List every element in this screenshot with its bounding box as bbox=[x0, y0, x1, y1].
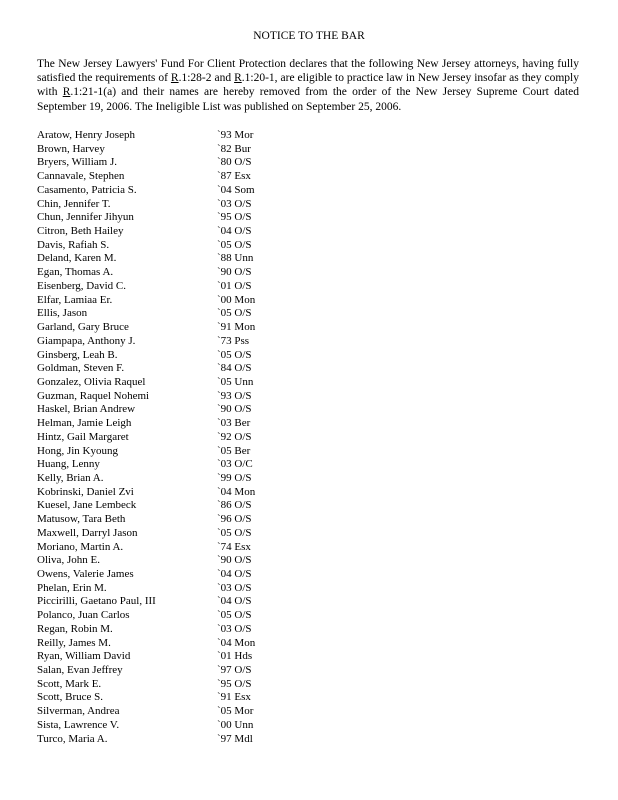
attorney-name: Deland, Karen M. bbox=[37, 252, 117, 265]
attorney-name: Moriano, Martin A. bbox=[37, 540, 124, 553]
attorney-row bbox=[37, 335, 337, 349]
attorney-row bbox=[37, 156, 337, 170]
attorney-name: Turco, Maria A. bbox=[37, 732, 108, 745]
attorney-year-county: `04 Som bbox=[217, 183, 255, 196]
attorney-year-county: `03 O/S bbox=[217, 197, 252, 210]
attorney-name: Elfar, Lamiaa Er. bbox=[37, 293, 113, 306]
attorney-name: Egan, Thomas A. bbox=[37, 266, 114, 279]
attorney-row bbox=[37, 691, 337, 705]
attorney-name: Brown, Harvey bbox=[37, 142, 105, 155]
attorney-year-county: `90 O/S bbox=[217, 403, 252, 416]
attorney-year-county: `95 O/S bbox=[217, 677, 252, 690]
attorney-year-county: `93 Mor bbox=[217, 129, 254, 141]
attorney-name: Helman, Jamie Leigh bbox=[37, 417, 132, 430]
attorney-row bbox=[37, 499, 337, 513]
attorney-year-county: `84 O/S bbox=[217, 362, 252, 375]
rule-suffix-1: .1:28-2 bbox=[178, 72, 212, 85]
attorney-name: Hintz, Gail Margaret bbox=[37, 430, 129, 443]
attorney-year-county: `96 O/S bbox=[217, 513, 252, 526]
attorney-year-county: `74 Esx bbox=[217, 540, 251, 553]
attorney-year-county: `05 O/S bbox=[217, 348, 252, 361]
attorney-year-county: `87 Esx bbox=[217, 170, 251, 183]
attorney-year-county: `05 O/S bbox=[217, 307, 252, 320]
attorney-row bbox=[37, 527, 337, 541]
attorney-year-county: `04 O/S bbox=[217, 225, 252, 238]
attorney-row bbox=[37, 719, 337, 733]
attorney-year-county: `03 O/S bbox=[217, 622, 252, 635]
attorney-name: Reilly, James M. bbox=[37, 636, 111, 649]
attorney-year-county: `01 Hds bbox=[217, 650, 253, 663]
attorney-year-county: `00 Unn bbox=[217, 718, 254, 731]
attorney-year-county: `91 Esx bbox=[217, 691, 251, 704]
attorney-name: Goldman, Steven F. bbox=[37, 362, 125, 375]
attorney-year-county: `97 O/S bbox=[217, 664, 252, 677]
attorney-name: Piccirilli, Gaetano Paul, III bbox=[37, 595, 156, 608]
attorney-row bbox=[37, 225, 337, 239]
attorney-year-county: `03 O/C bbox=[217, 458, 253, 471]
intro-text-1: The New Jersey Lawyers' Fund For Client Protection declares that the following New Jersey attorneys, having fully satisfied the requirements of bbox=[37, 58, 579, 85]
attorney-row bbox=[37, 513, 337, 527]
attorney-year-county: `99 O/S bbox=[217, 471, 252, 484]
attorney-row bbox=[37, 376, 337, 390]
attorney-row bbox=[37, 623, 337, 637]
attorney-row bbox=[37, 362, 337, 376]
attorney-name: Ginsberg, Leah B. bbox=[37, 348, 118, 361]
attorney-year-county: `05 Ber bbox=[217, 444, 251, 457]
rule-suffix-2: .1:20-1 bbox=[241, 72, 275, 85]
attorney-name: Kuesel, Jane Lembeck bbox=[37, 499, 137, 512]
attorney-year-county: `90 O/S bbox=[217, 266, 252, 279]
attorney-name: Scott, Bruce S. bbox=[37, 691, 103, 704]
attorney-name: Chin, Jennifer T. bbox=[37, 197, 111, 210]
attorney-row bbox=[37, 184, 337, 198]
attorney-row bbox=[37, 705, 337, 719]
attorney-name: Kobrinski, Daniel Zvi bbox=[37, 485, 134, 498]
attorney-row bbox=[37, 445, 337, 459]
attorney-year-county: `04 Mon bbox=[217, 485, 256, 498]
attorney-row bbox=[37, 486, 337, 500]
attorney-row bbox=[37, 280, 337, 294]
attorney-name: Phelan, Erin M. bbox=[37, 581, 107, 594]
attorney-name: Chun, Jennifer Jihyun bbox=[37, 211, 134, 224]
attorney-name: Scott, Mark E. bbox=[37, 677, 102, 690]
attorney-row bbox=[37, 403, 337, 417]
intro-text-4: and their names are hereby removed from the order of the New Jersey Supreme Court dated September 19, 2006. The Ineligible List was published on September 25, 2006. bbox=[37, 86, 580, 113]
attorney-year-county: `04 O/S bbox=[217, 568, 252, 580]
attorney-year-county: `03 Ber bbox=[217, 417, 251, 430]
attorney-name: Eisenberg, David C. bbox=[37, 279, 127, 292]
attorney-year-county: `05 Unn bbox=[217, 375, 254, 388]
attorney-row bbox=[37, 390, 337, 404]
attorney-row bbox=[37, 417, 337, 431]
attorney-list bbox=[37, 129, 337, 746]
attorney-row bbox=[37, 664, 337, 678]
attorney-row bbox=[37, 170, 337, 184]
rule-suffix-3: .1:21-1(a) bbox=[70, 86, 117, 99]
attorney-name: Regan, Robin M. bbox=[37, 622, 113, 635]
attorney-name: Sista, Lawrence V. bbox=[37, 718, 120, 731]
attorney-name: Huang, Lenny bbox=[37, 458, 100, 471]
attorney-row bbox=[37, 595, 337, 609]
attorney-year-county: `82 Bur bbox=[217, 142, 251, 155]
attorney-row bbox=[37, 609, 337, 623]
attorney-name: Kelly, Brian A. bbox=[37, 471, 104, 484]
attorney-year-county: `91 Mon bbox=[217, 321, 256, 334]
attorney-year-county: `05 O/S bbox=[217, 238, 252, 251]
attorney-name: Polanco, Juan Carlos bbox=[37, 609, 130, 622]
attorney-year-county: `03 O/S bbox=[217, 581, 252, 594]
attorney-row bbox=[37, 650, 337, 664]
attorney-row bbox=[37, 129, 337, 143]
attorney-year-county: `97 Mdl bbox=[217, 732, 253, 745]
attorney-year-county: `05 Mor bbox=[217, 705, 254, 718]
attorney-row bbox=[37, 198, 337, 212]
attorney-name: Casamento, Patricia S. bbox=[37, 183, 137, 196]
attorney-name: Ryan, William David bbox=[37, 650, 131, 663]
attorney-row bbox=[37, 582, 337, 596]
attorney-year-county: `80 O/S bbox=[217, 156, 252, 169]
attorney-name: Owens, Valerie James bbox=[37, 568, 134, 580]
attorney-year-county: `92 O/S bbox=[217, 430, 252, 443]
attorney-year-county: `86 O/S bbox=[217, 499, 252, 512]
attorney-row bbox=[37, 321, 337, 335]
attorney-row bbox=[37, 431, 337, 445]
attorney-year-county: `93 O/S bbox=[217, 389, 252, 402]
attorney-year-county: `00 Mon bbox=[217, 293, 256, 306]
rule-prefix-1: R bbox=[170, 72, 179, 85]
attorney-row bbox=[37, 637, 337, 651]
rule-prefix-3: R bbox=[62, 86, 71, 99]
attorney-name: Cannavale, Stephen bbox=[37, 170, 125, 183]
attorney-row bbox=[37, 472, 337, 486]
notice-intro-paragraph bbox=[37, 57, 579, 114]
attorney-name: Hong, Jin Kyoung bbox=[37, 444, 118, 457]
attorney-row bbox=[37, 211, 337, 225]
attorney-name: Oliva, John E. bbox=[37, 554, 100, 567]
attorney-row bbox=[37, 568, 337, 582]
attorney-row bbox=[37, 733, 337, 747]
attorney-name: Maxwell, Darryl Jason bbox=[37, 526, 138, 539]
attorney-row bbox=[37, 239, 337, 253]
attorney-name: Silverman, Andrea bbox=[37, 705, 120, 718]
attorney-year-county: `90 O/S bbox=[217, 554, 252, 567]
attorney-name: Giampapa, Anthony J. bbox=[37, 334, 136, 347]
attorney-row bbox=[37, 307, 337, 321]
attorney-name: Salan, Evan Jeffrey bbox=[37, 664, 123, 677]
attorney-name: Guzman, Raquel Nohemi bbox=[37, 389, 150, 402]
attorney-row bbox=[37, 294, 337, 308]
attorney-year-county: `01 O/S bbox=[217, 279, 252, 292]
attorney-year-county: `05 O/S bbox=[217, 609, 252, 622]
attorney-row bbox=[37, 252, 337, 266]
attorney-year-county: `88 Unn bbox=[217, 252, 254, 265]
attorney-name: Ellis, Jason bbox=[37, 307, 88, 320]
attorney-row bbox=[37, 458, 337, 472]
rule-prefix-2: R bbox=[234, 72, 242, 85]
attorney-row bbox=[37, 143, 337, 157]
attorney-row bbox=[37, 554, 337, 568]
attorney-name: Garland, Gary Bruce bbox=[37, 321, 129, 334]
attorney-row bbox=[37, 541, 337, 555]
attorney-row bbox=[37, 266, 337, 280]
intro-text-2: and bbox=[211, 72, 235, 85]
attorney-name: Citron, Beth Hailey bbox=[37, 225, 124, 238]
attorney-year-county: `04 Mon bbox=[217, 636, 256, 649]
attorney-name: Aratow, Henry Joseph bbox=[37, 129, 135, 141]
attorney-row bbox=[37, 349, 337, 363]
attorney-year-county: `95 O/S bbox=[217, 211, 252, 224]
attorney-name: Matusow, Tara Beth bbox=[37, 513, 126, 526]
attorney-name: Haskel, Brian Andrew bbox=[37, 403, 136, 416]
attorney-year-county: `05 O/S bbox=[217, 526, 252, 539]
notice-title: NOTICE TO THE BAR bbox=[253, 30, 365, 42]
attorney-year-county: `04 O/S bbox=[217, 595, 252, 608]
attorney-name: Bryers, William J. bbox=[37, 156, 118, 169]
intro-text-3: , are eligible to practice law in New Jersey insofar as they comply with bbox=[37, 72, 579, 99]
attorney-name: Davis, Rafiah S. bbox=[37, 238, 110, 251]
attorney-name: Gonzalez, Olivia Raquel bbox=[37, 375, 146, 388]
attorney-year-county: `73 Pss bbox=[217, 334, 250, 347]
attorney-row bbox=[37, 678, 337, 692]
